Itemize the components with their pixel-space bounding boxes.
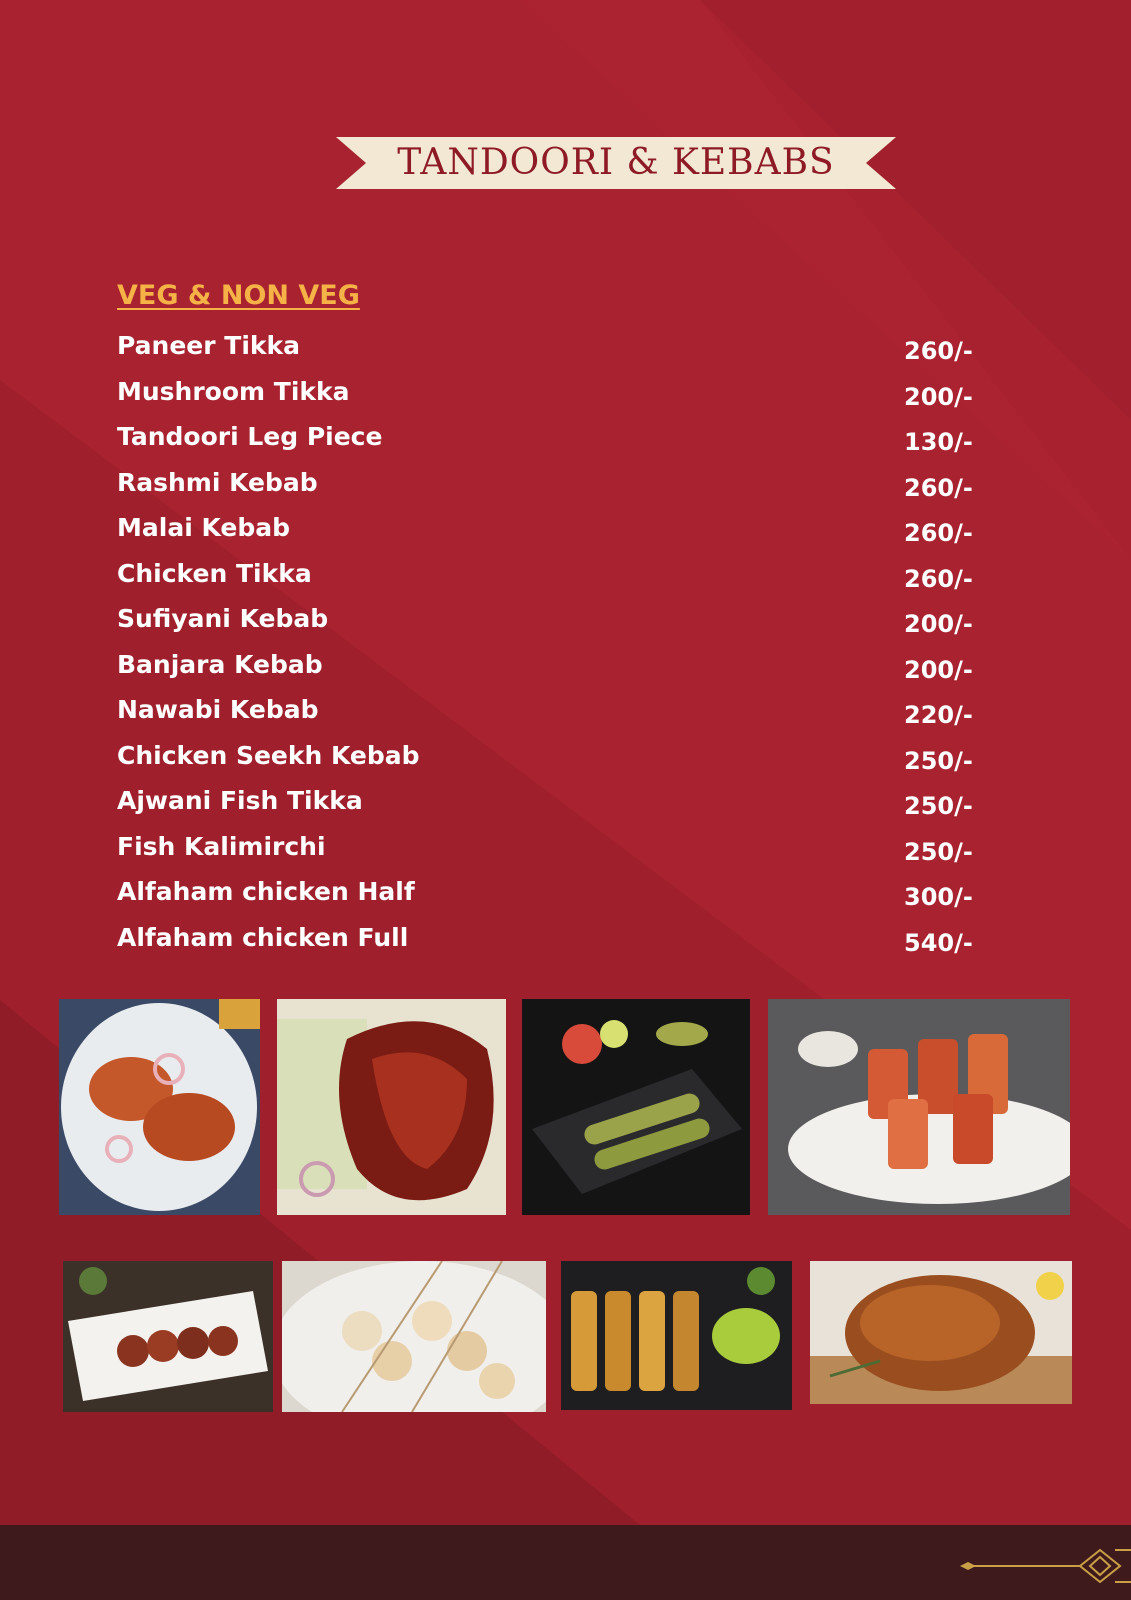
item-price: 200/- <box>904 382 973 411</box>
menu-item <box>117 559 977 605</box>
item-name: Paneer Tikka <box>117 331 301 360</box>
menu-item <box>117 695 977 741</box>
item-price: 250/- <box>904 746 973 775</box>
ornament-icon <box>960 1548 1131 1584</box>
item-price: 260/- <box>904 519 973 547</box>
food-photo-tandoori-leg <box>277 999 506 1215</box>
item-name: Ajwani Fish Tikka <box>117 786 363 815</box>
item-price: 260/- <box>904 564 973 593</box>
page-title: TANDOORI & KEBABS <box>397 142 835 183</box>
item-price: 220/- <box>904 701 973 729</box>
menu-item <box>117 377 977 423</box>
item-name: Tandoori Leg Piece <box>117 422 383 451</box>
menu-item <box>117 650 977 696</box>
menu-item <box>117 741 977 787</box>
item-name: Fish Kalimirchi <box>117 831 326 861</box>
menu-item <box>117 832 977 878</box>
menu-list <box>117 331 977 968</box>
food-photo-grilled-chicken-plate <box>59 999 260 1215</box>
item-name: Sufiyani Kebab <box>117 604 329 633</box>
item-price: 300/- <box>904 883 973 911</box>
item-name: Alfaham chicken Full <box>117 922 409 952</box>
item-name: Chicken Seekh Kebab <box>117 740 420 770</box>
item-price: 130/- <box>904 428 973 456</box>
item-price: 260/- <box>904 473 973 502</box>
item-price: 260/- <box>904 337 973 365</box>
food-photo-fish-tikka-green-chutney <box>561 1261 792 1410</box>
item-name: Malai Kebab <box>117 513 291 542</box>
item-price: 540/- <box>904 928 973 957</box>
menu-item <box>117 604 977 650</box>
item-name: Rashmi Kebab <box>117 467 318 497</box>
menu-item <box>117 786 977 832</box>
title-banner <box>336 137 896 189</box>
menu-item <box>117 422 977 468</box>
item-name: Alfaham chicken Half <box>117 877 415 906</box>
menu-item <box>117 923 977 969</box>
food-photo-paneer-tikka-skewers <box>768 999 1070 1215</box>
item-name: Chicken Tikka <box>117 558 312 588</box>
item-name: Mushroom Tikka <box>117 376 350 406</box>
menu-item <box>117 513 977 559</box>
item-price: 200/- <box>904 655 973 684</box>
item-price: 250/- <box>904 792 973 820</box>
food-photo-chicken-tikka-plate <box>63 1261 273 1412</box>
item-price: 250/- <box>904 837 973 866</box>
item-name: Banjara Kebab <box>117 649 323 679</box>
menu-item <box>117 468 977 514</box>
food-photo-alfaham-chicken <box>810 1261 1072 1404</box>
section-heading: VEG & NON VEG <box>117 280 360 311</box>
menu-item <box>117 331 977 377</box>
food-photo-seekh-kebab-platter <box>522 999 750 1215</box>
food-photo-malai-kebab-skewers <box>282 1261 546 1412</box>
menu-item <box>117 877 977 923</box>
item-price: 200/- <box>904 610 973 638</box>
item-name: Nawabi Kebab <box>117 695 319 724</box>
